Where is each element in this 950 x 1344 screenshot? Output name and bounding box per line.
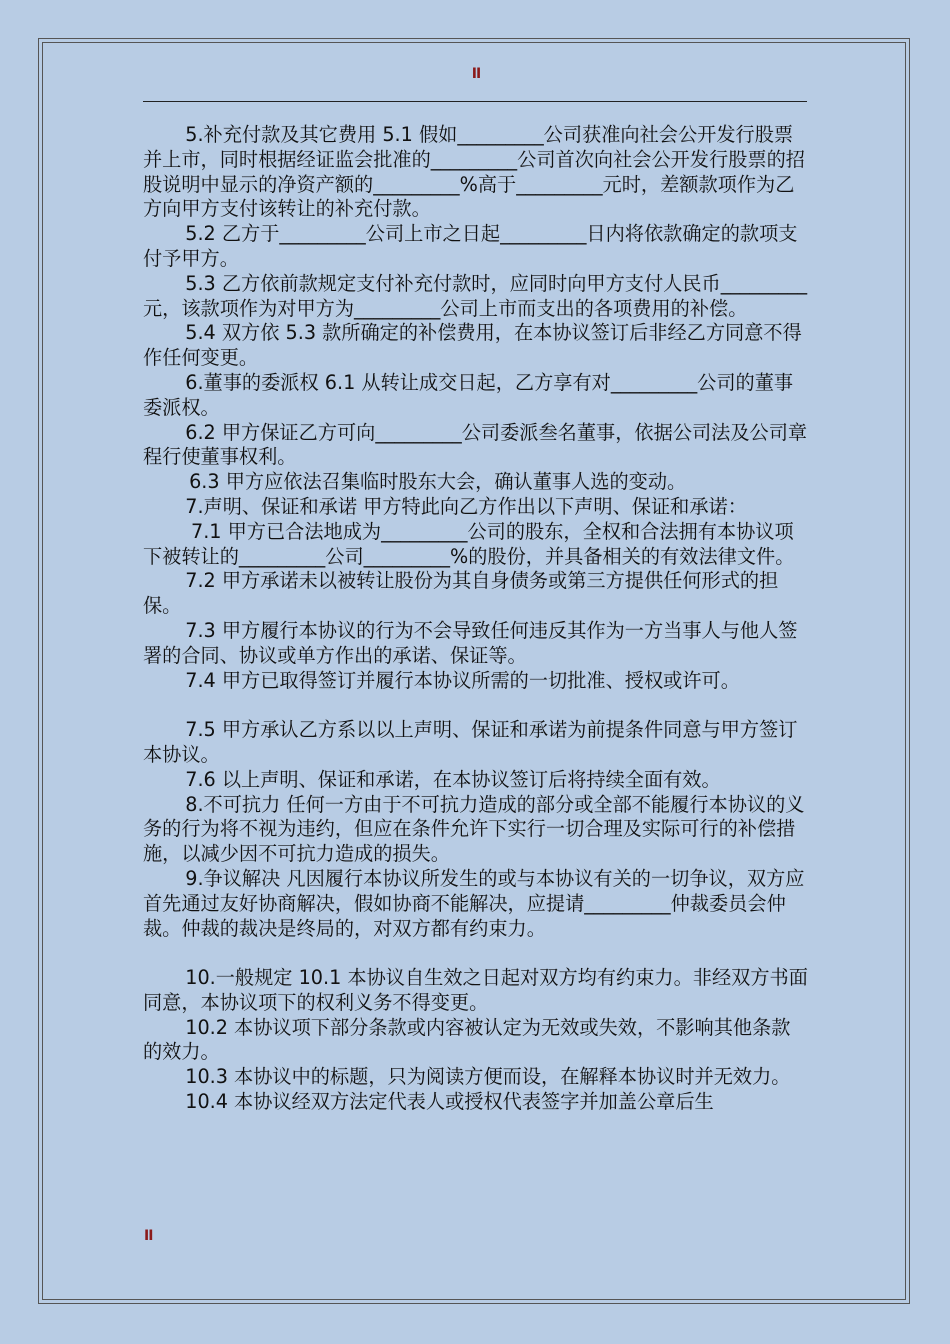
footer-mark: II (144, 1228, 153, 1244)
clause-10-3: 10.3 本协议中的标题，只为阅读方便而设，在解释本协议时并无效力。 (185, 1065, 791, 1089)
clause-9: 9.争议解决 凡因履行本协议所发生的或与本协议有关的一切争议，双方应首先通过友好协商解决，假如协商不能解决，应提请_________仲裁委员会仲裁。仲裁的裁决是终局的，对双方都有约束力。 (143, 866, 805, 940)
header-rule (143, 101, 807, 102)
clause-7-1: 7.1 甲方已合法地成为_________公司的股东，全权和合法拥有本协议项下被转让的_________公司_________%的股份，并具备相关的有效法律文件。 (143, 519, 795, 568)
clause-6-3: 6.3 甲方应依法召集临时股东大会，确认董事人选的变动。 (189, 470, 687, 494)
clause-6-2: 6.2 甲方保证乙方可向_________公司委派叁名董事，依据公司法及公司章程行使董事权利。 (143, 420, 808, 469)
clause-5-3: 5.3 乙方依前款规定支付补充付款时，应同时向甲方支付人民币_________元，该款项作为对甲方为_________公司上市而支出的各项费用的补偿。 (143, 271, 808, 320)
header-mark: II (471, 66, 481, 82)
clause-7-2: 7.2 甲方承诺未以被转让股份为其自身债务或第三方提供任何形式的担保。 (143, 569, 779, 618)
clause-10-1: 10.一般规定 10.1 本协议自生效之日起对双方均有约束力。非经双方书面同意，本协议项下的权利义务不得变更。 (143, 966, 808, 1014)
document-body (143, 123, 809, 1115)
clause-7-4: 7.4 甲方已取得签订并履行本协议所需的一切批准、授权或许可。 (185, 668, 740, 692)
clause-10-2: 10.2 本协议项下部分条款或内容被认定为无效或失效，不影响其他条款的效力。 (143, 1015, 791, 1064)
clause-8: 8.不可抗力 任何一方由于不可抗力造成的部分或全部不能履行本协议的义务的行为将不视为违约，但应在条件允许下实行一切合理及实际可行的补偿措施，以减少因不可抗力造成的损失。 (143, 792, 805, 866)
blank-line (143, 941, 809, 966)
clause-7: 7.声明、保证和承诺 甲方特此向乙方作出以下声明、保证和承诺： (185, 494, 747, 518)
clause-7-5: 7.5 甲方承认乙方系以以上声明、保证和承诺为前提条件同意与甲方签订本协议。 (143, 718, 798, 766)
clause-6-1: 6.董事的委派权 6.1 从转让成交日起，乙方享有对_________公司的董事委派权。 (143, 370, 794, 419)
blank-line (143, 693, 809, 718)
clause-5-2: 5.2 乙方于_________公司上市之日起_________日内将依款确定的款项支付予甲方。 (143, 222, 798, 270)
clause-7-3: 7.3 甲方履行本协议的行为不会导致任何违反其作为一方当事人与他人签署的合同、协议或单方作出的承诺、保证等。 (143, 618, 798, 667)
clause-10-4: 10.4 本协议经双方法定代表人或授权代表签字并加盖公章后生 (185, 1090, 714, 1114)
clause-5-1: 5.补充付款及其它费用 5.1 假如_________公司获准向社会公开发行股票并上市，同时根据经证监会批准的_________公司首次向社会公开发行股票的招股说明中显示的净资产额的_________%高于_________元时，差额款项作为乙方向甲方支付该转让的补充付款。 (143, 123, 805, 221)
clause-5-4: 5.4 双方依 5.3 款所确定的补偿费用，在本协议签订后非经乙方同意不得作任何变更。 (143, 321, 802, 370)
clause-7-6: 7.6 以上声明、保证和承诺，在本协议签订后将持续全面有效。 (185, 767, 721, 791)
